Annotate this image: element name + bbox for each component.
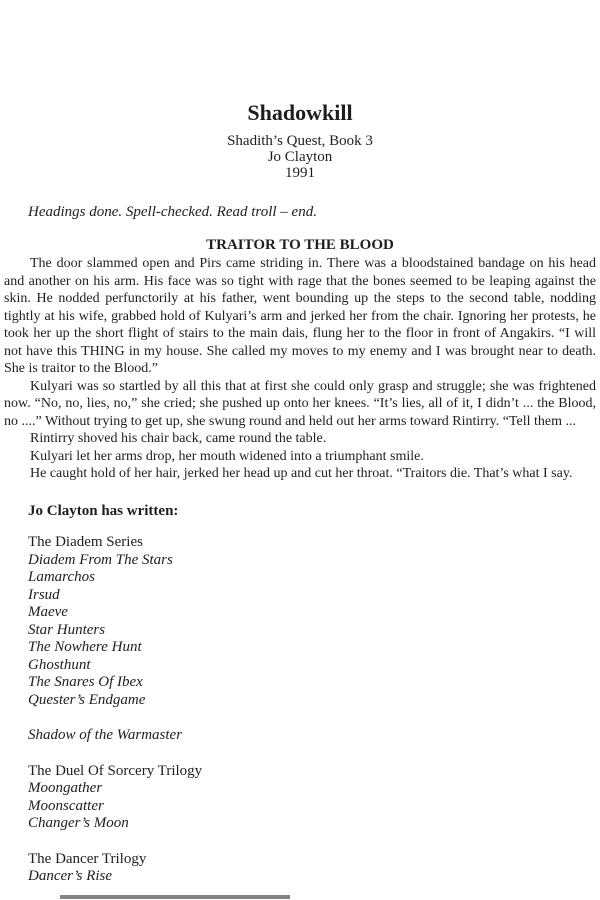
book-title: Moonscatter bbox=[28, 797, 104, 814]
book-title: Lamarchos bbox=[28, 569, 95, 585]
series-title: The Dancer Trilogy bbox=[28, 850, 147, 867]
book-title: The Nowhere Hunt bbox=[28, 639, 142, 655]
story-body bbox=[0, 255, 600, 483]
book-title: Star Hunters bbox=[28, 621, 106, 638]
publication-year: 1991 bbox=[285, 165, 315, 181]
book-title: The Snares Of Ibex bbox=[28, 674, 143, 690]
editorial-note: Headings done. Spell-checked. Read troll – end. bbox=[28, 204, 317, 220]
book-title: Shadow of the Warmaster bbox=[28, 727, 183, 743]
book-title: Irsud bbox=[28, 586, 60, 603]
bibliography-heading: Jo Clayton has written: bbox=[28, 502, 179, 519]
title-block bbox=[0, 0, 600, 181]
cut-off-text-line bbox=[60, 895, 290, 899]
series-title: The Duel Of Sorcery Trilogy bbox=[28, 762, 203, 779]
book-title: Maeve bbox=[28, 604, 68, 620]
book-title: Diadem From The Stars bbox=[28, 551, 173, 568]
book-title: Ghosthunt bbox=[28, 656, 91, 673]
book-group-diadem-series bbox=[28, 534, 600, 709]
story-paragraph: The door slammed open and Pirs came striding in. There was a bloodstained bandage on his head and another on his arm. His face was so tight with rage that the bones seemed to be leaping against the skin. He nodded perfunctorily at his father, went bounding up the steps to the second table, nodding tightly at his wife, grabbed hold of Kulyari’s arm and jerked her from the chair. Ignoring her protests, he took her up the short flight of stairs to the main dais, flung her to the floor in front of Angakirs. “I will not have this THING in my house. She called my moves to my enemy and I was brought near to death. She is traitor to the Blood.” bbox=[4, 256, 596, 376]
book-group-duel-of-sorcery bbox=[28, 763, 600, 833]
book-title: Quester’s Endgame bbox=[28, 691, 146, 708]
book-list bbox=[28, 780, 600, 833]
story-paragraph: He caught hold of her hair, jerked her head up and cut her throat. “Traitors die. That’s what I say. bbox=[30, 466, 573, 481]
book-list bbox=[28, 727, 600, 745]
series-title: The Diadem Series bbox=[28, 534, 143, 550]
book-title: Dancer’s Rise bbox=[28, 868, 113, 884]
book-list bbox=[28, 868, 600, 886]
book-group-standalone bbox=[28, 727, 600, 745]
book-title: Changer’s Moon bbox=[28, 815, 129, 831]
chapter-heading: TRAITOR TO THE BLOOD bbox=[206, 237, 394, 253]
title-sublines bbox=[0, 133, 600, 181]
book-list bbox=[28, 552, 600, 710]
series-subtitle: Shadith’s Quest, Book 3 bbox=[227, 133, 373, 149]
book-title-heading: Shadowkill bbox=[247, 100, 353, 125]
author-name: Jo Clayton bbox=[267, 149, 333, 165]
story-paragraph: Rintirry shoved his chair back, came round the table. bbox=[30, 431, 327, 446]
book-title: Moongather bbox=[28, 780, 103, 796]
story-paragraph: Kulyari was so startled by all this that at first she could only grasp and struggle; she was frightened now. “No, no, lies, no,” she cried; she pushed up onto her knees. “It’s lies, all of it, I didn’t ... the Blood, no ....” Without trying to get up, she swung round and held out her arms toward Rintirry. “Tell them ... bbox=[4, 378, 596, 429]
story-paragraph: Kulyari let her arms drop, her mouth widened into a triumphant smile. bbox=[30, 448, 424, 464]
book-group-dancer-trilogy bbox=[28, 851, 600, 886]
